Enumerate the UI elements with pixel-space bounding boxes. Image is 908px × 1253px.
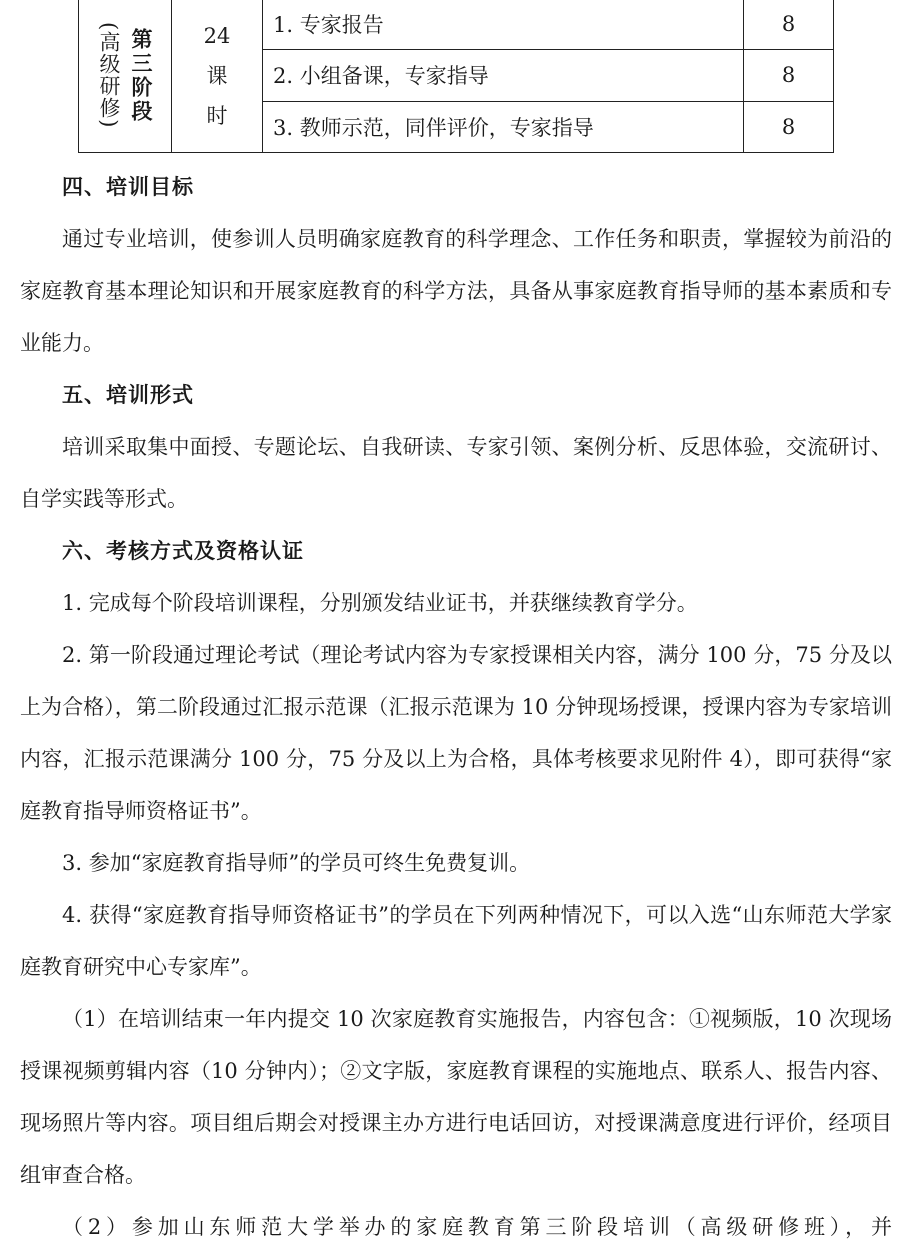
row-content: 3. 教师示范，同伴评价，专家指导 (263, 101, 744, 152)
stage-label: 第三阶段 (129, 27, 153, 124)
condition-1: （1）在培训结束一年内提交 10 次家庭教育实施报告，内容包含：①视频版，10 次现场授课视频剪辑内容（10 分钟内）；②文字版，家庭教育课程的实施地点、联系人、报告内容、现场照片等内容。项目组后期会对授课主办方进行电话回访，对授课满意度进行评价，经项目组审查合格。 (20, 1007, 892, 1187)
row-content: 1. 专家报告 (263, 0, 744, 50)
section-heading-goals: 四、培训目标 (62, 175, 194, 199)
row-hours: 8 (744, 0, 834, 50)
row-hours: 8 (744, 101, 834, 152)
assessment-item-2: 2. 第一阶段通过理论考试（理论考试内容为专家授课相关内容，满分 100 分，75 分及以上为合格），第二阶段通过汇报示范课（汇报示范课为 10 分钟现场授课，授课内容为专家培训内容，汇报示范课满分 100 分，75 分及以上为合格，具体考核要求见附件 4），即可获得“家庭教育指导师资格证书”。 (20, 643, 892, 823)
table-row (79, 0, 834, 50)
form-paragraph: 培训采取集中面授、专题论坛、自我研读、专家引领、案例分析、反思体验，交流研讨、自学实践等形式。 (20, 435, 892, 511)
row-content: 2. 小组备课，专家指导 (263, 50, 744, 101)
hours-unit: 课 (206, 63, 228, 88)
stage-cell (79, 0, 172, 153)
training-schedule-table (78, 0, 834, 153)
row-hours: 8 (744, 50, 834, 101)
hours-unit: 时 (206, 103, 228, 128)
stage-note: (高级研修) (97, 22, 121, 129)
assessment-item-4: 4. 获得“家庭教育指导师资格证书”的学员在下列两种情况下，可以入选“山东师范大学家庭教育研究中心专家库”。 (20, 903, 892, 979)
assessment-item-1: 1. 完成每个阶段培训课程，分别颁发结业证书，并获继续教育学分。 (62, 591, 698, 615)
assessment-item-3: 3. 参加“家庭教育指导师”的学员可终生免费复训。 (62, 851, 531, 875)
section-heading-form: 五、培训形式 (62, 383, 194, 407)
section-heading-assessment: 六、考核方式及资格认证 (62, 539, 304, 563)
goals-paragraph: 通过专业培训，使参训人员明确家庭教育的科学理念、工作任务和职责，掌握较为前沿的家庭教育基本理论知识和开展家庭教育的科学方法，具备从事家庭教育指导师的基本素质和专业能力。 (20, 227, 892, 355)
document-body (20, 161, 892, 1253)
condition-2: （2）参加山东师范大学举办的家庭教育第三阶段培训（高级研修班），并 (62, 1215, 892, 1239)
hours-cell (172, 0, 263, 153)
hours-number: 24 (203, 23, 231, 48)
